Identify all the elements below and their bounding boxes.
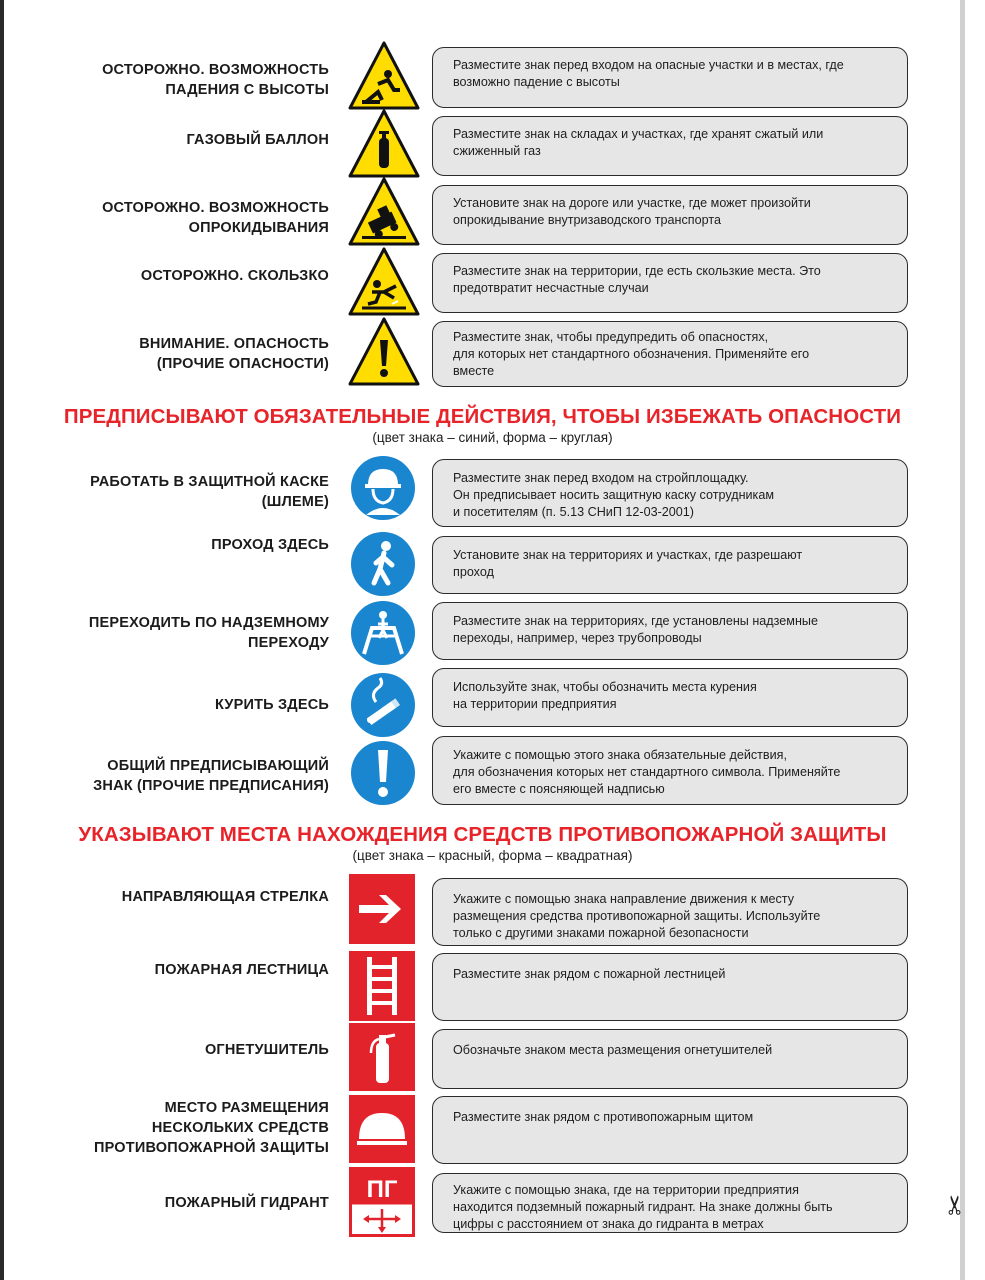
section-title-mandatory: ПРЕДПИСЫВАЮТ ОБЯЗАТЕЛЬНЫЕ ДЕЙСТВИЯ, ЧТОБЫ ИЗБЕЖАТЬ ОПАСНОСТИ xyxy=(63,405,902,428)
sign-label: ОСТОРОЖНО. СКОЛЬЗКО xyxy=(140,268,329,284)
description-box: Разместите знак рядом с пожарной лестницей xyxy=(432,953,908,1021)
description-box: Разместите знак перед входом на опасные участки и в местах, где возможно падение с высоты xyxy=(432,47,908,108)
vehicle-tipping-icon xyxy=(348,176,420,248)
description-box: Укажите с помощью этого знака обязательные действия, для обозначения которых нет стандартного символа. Применяйте его вместе с поясняющей надписью xyxy=(432,736,908,805)
sign-label: ОБЩИЙ ПРЕДПИСЫВАЮЩИЙ ЗНАК (ПРОЧИЕ ПРЕДПИСАНИЯ) xyxy=(93,758,329,794)
fire-hydrant-icon xyxy=(349,1167,415,1237)
hard-hat-icon xyxy=(350,455,416,521)
description-box: Используйте знак, чтобы обозначить места курения на территории предприятия xyxy=(432,668,908,727)
fire-equipment-group-icon xyxy=(349,1095,415,1163)
sign-label: НАПРАВЛЯЮЩАЯ СТРЕЛКА xyxy=(121,889,329,905)
sign-label: ОСТОРОЖНО. ВОЗМОЖНОСТЬ ПАДЕНИЯ С ВЫСОТЫ xyxy=(102,62,329,98)
fire-ladder-icon xyxy=(349,951,415,1021)
overpass-crossing-icon xyxy=(350,600,416,666)
smoking-area-icon xyxy=(350,672,416,738)
page-left-edge xyxy=(0,0,4,1280)
description-box: Обозначьте знаком места размещения огнетушителей xyxy=(432,1029,908,1089)
description-box: Укажите с помощью знака направление движения к месту размещения средства противопожарной защиты. Используйте только с другими знаками пожарной безопасности xyxy=(432,878,908,946)
description-box: Укажите с помощью знака, где на территории предприятия находится подземный пожарный гидрант. На знаке должны быть цифры с расстоянием от знака до гидранта в метрах xyxy=(432,1173,908,1233)
direction-arrow-icon xyxy=(349,874,415,944)
description-box: Установите знак на территориях и участках, где разрешают проход xyxy=(432,536,908,594)
gas-cylinder-icon xyxy=(348,108,420,180)
sign-label: ОСТОРОЖНО. ВОЗМОЖНОСТЬ ОПРОКИДЫВАНИЯ xyxy=(102,200,329,236)
walk-here-icon xyxy=(350,531,416,597)
fall-from-height-icon xyxy=(348,40,420,112)
sign-label: ГАЗОВЫЙ БАЛЛОН xyxy=(186,132,329,148)
description-box: Разместите знак на складах и участках, где хранят сжатый или сжиженный газ xyxy=(432,116,908,176)
slippery-surface-icon xyxy=(348,246,420,318)
sign-label: РАБОТАТЬ В ЗАЩИТНОЙ КАСКЕ (ШЛЕМЕ) xyxy=(90,474,329,510)
general-mandatory-icon xyxy=(350,740,416,806)
fire-extinguisher-icon xyxy=(349,1023,415,1091)
general-danger-icon xyxy=(348,316,420,388)
description-box: Разместите знак на территории, где есть скользкие места. Это предотвратит несчастные случаи xyxy=(432,253,908,313)
section-title-fire: УКАЗЫВАЮТ МЕСТА НАХОЖДЕНИЯ СРЕДСТВ ПРОТИВОПОЖАРНОЙ ЗАЩИТЫ xyxy=(78,823,887,846)
sign-label: МЕСТО РАЗМЕЩЕНИЯ НЕСКОЛЬКИХ СРЕДСТВ ПРОТИВОПОЖАРНОЙ ЗАЩИТЫ xyxy=(93,1100,329,1156)
description-box: Установите знак на дороге или участке, где может произойти опрокидывание внутризаводского транспорта xyxy=(432,185,908,245)
sign-label: КУРИТЬ ЗДЕСЬ xyxy=(214,697,329,713)
page-right-edge xyxy=(960,0,965,1280)
scissors-icon: ✂ xyxy=(939,1194,970,1216)
description-box: Разместите знак на территориях, где установлены надземные переходы, например, через трубопроводы xyxy=(432,602,908,660)
description-box: Разместите знак, чтобы предупредить об опасностях, для которых нет стандартного обозначения. Применяйте его вместе xyxy=(432,321,908,387)
sign-label: ПОЖАРНЫЙ ГИДРАНТ xyxy=(164,1195,329,1211)
sign-label: ВНИМАНИЕ. ОПАСНОСТЬ (ПРОЧИЕ ОПАСНОСТИ) xyxy=(139,336,329,372)
section-subtitle-fire: (цвет знака – красный, форма – квадратная) xyxy=(352,848,633,863)
sign-label: ПОЖАРНАЯ ЛЕСТНИЦА xyxy=(154,962,329,978)
description-box: Разместите знак перед входом на стройплощадку. Он предписывает носить защитную каску сотрудникам и посетителям (п. 5.13 СНиП 12-03-2001) xyxy=(432,459,908,527)
sign-label: ОГНЕТУШИТЕЛЬ xyxy=(204,1042,329,1058)
sign-label: ПРОХОД ЗДЕСЬ xyxy=(211,537,329,553)
description-box: Разместите знак рядом с противопожарным щитом xyxy=(432,1096,908,1164)
sign-label: ПЕРЕХОДИТЬ ПО НАДЗЕМНОМУ ПЕРЕХОДУ xyxy=(88,615,329,651)
hydrant-sign-text: ПГ xyxy=(366,1176,398,1203)
section-subtitle-mandatory: (цвет знака – синий, форма – круглая) xyxy=(372,430,613,445)
